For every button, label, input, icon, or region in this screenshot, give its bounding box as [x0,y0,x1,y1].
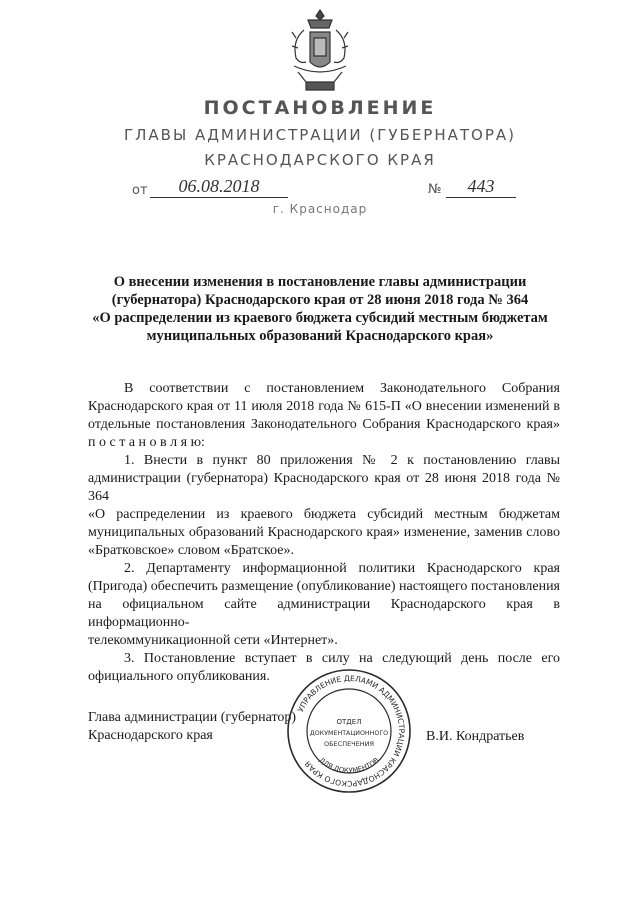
body-line: 3. Постановление вступает в силу на следующий день после его [124,651,560,666]
document-type-heading: ПОСТАНОВЛЕНИЕ [203,97,437,119]
body-line: муниципальных образований Краснодарского края» изменение, заменив слово [88,525,560,540]
coat-of-arms-icon [288,8,352,96]
issuer-heading: ГЛАВЫ АДМИНИСТРАЦИИ (ГУБЕРНАТОРА) [123,126,517,144]
signatory-position-line: Глава администрации (губернатор) [88,710,297,725]
stamp-center-text: ОБЕСПЕЧЕНИЯ [323,740,375,748]
body-line: В соответствии с постановлением Законодательного Собрания [124,381,560,396]
date-label: от [132,183,148,198]
title-line: муниципальных образований Краснодарского края» [146,328,494,344]
stamp-center-text: ОТДЕЛ [336,718,362,726]
body-line: отдельные постановления Законодательного Собрания Краснодарского края» [88,417,560,432]
body-line: администрации (губернатора) Краснодарского края от 28 июня 2018 года № 364 [88,471,560,504]
date-value: 06.08.2018 [150,176,288,198]
body-line: (Пригода) обеспечить размещение (опубликование) настоящего постановления [88,579,561,594]
body-line: «О распределении из краевого бюджета субсидий местным бюджетам [88,507,560,522]
body-line: «Братковское» словом «Братское». [88,543,294,558]
body-line: официального опубликования. [88,669,270,684]
body-line: телекоммуникационной сети «Интернет». [88,633,338,648]
city-label: г. Краснодар [272,202,368,216]
signatory-position [88,709,296,745]
stamp-center-text: ДОКУМЕНТАЦИОННОГО [309,730,389,737]
body-line: п о с т а н о в л я ю: [88,435,205,450]
body-line: Краснодарского края от 11 июля 2018 года № 615-П «О внесении изменений в [88,399,560,414]
title-line: «О распределении из краевого бюджета субсидий местным бюджетам [92,310,548,326]
body-line: 1. Внести в пункт 80 приложения № 2 к постановлению главы [124,453,560,468]
svg-text:ДЛЯ ДОКУМЕНТОВ [317,756,380,775]
body-line: на официальном сайте администрации Краснодарского края в информационно- [88,597,560,630]
official-seal-stamp [284,666,414,796]
title-line: О внесении изменения в постановление главы администрации [113,274,527,290]
number-value: 443 [446,176,516,198]
signatory-position-line: Краснодарского края [88,728,213,743]
body-line: 2. Департаменту информационной политики Краснодарского края [124,561,560,576]
document-title [80,273,560,345]
signatory-name: В.И. Кондратьев [426,729,525,744]
region-heading: КРАСНОДАРСКОГО КРАЯ [204,151,436,169]
stamp-bottom-text: ДЛЯ ДОКУМЕНТОВ [317,756,381,775]
stamp-ring-text: УПРАВЛЕНИЕ ДЕЛАМИ АДМИНИСТРАЦИИ КРАСНОДАРСКОГО КРАЯ [296,673,407,789]
number-label: № [428,182,442,197]
title-line: (губернатора) Краснодарского края от 28 июня 2018 года № 364 [111,292,529,308]
document-body [88,380,560,686]
